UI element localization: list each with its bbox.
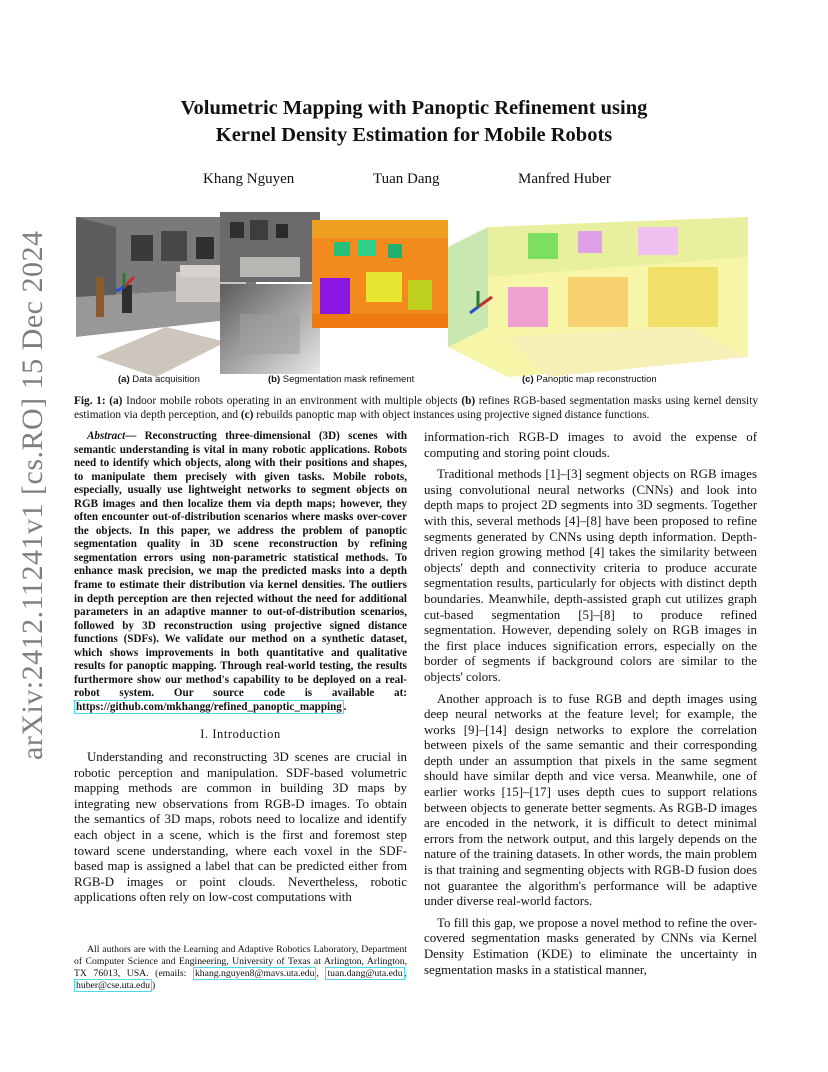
right-column — [424, 430, 757, 978]
figure-caption — [74, 394, 758, 422]
caption-ref-b: (b) — [461, 395, 476, 407]
figure-panel-panoptic-map — [448, 217, 760, 377]
figure-panel-rgb-input — [220, 212, 320, 282]
footnote-end: ) — [152, 979, 156, 991]
title-line-1: Volumetric Mapping with Panoptic Refinement using — [180, 97, 648, 119]
caption-text-3: rebuilds panoptic map with object instances using projective signed distance functions. — [253, 409, 650, 421]
author-list — [0, 171, 828, 191]
author-1: Khang Nguyen — [203, 171, 295, 187]
footnote-text: All authors are with the Learning and Adaptive Robotics Laboratory, Department of Computer Science and Engineering, University of Texas at Arlington, Arlington, TX 76013, USA. (emails: — [74, 944, 407, 979]
figure-panel-depth-map — [220, 284, 320, 374]
subcaption-c-text: Panoptic map reconstruction — [536, 374, 657, 385]
abstract — [74, 430, 407, 714]
arxiv-stamp: arXiv:2412.11241v1 [cs.RO] 15 Dec 2024 — [16, 230, 49, 760]
source-code-link[interactable]: https://github.com/mkhangg/refined_panoptic_mapping — [76, 700, 342, 713]
footnote-separator-2: , — [404, 967, 408, 979]
author-footnote — [74, 944, 407, 992]
paper-title — [110, 95, 718, 149]
subcaption-b-text: Segmentation mask refinement — [282, 374, 415, 385]
subcaption-a-text: Data acquisition — [132, 374, 200, 385]
figure-caption-label: Fig. 1: — [74, 395, 106, 407]
subcaption-b — [268, 374, 414, 385]
subcaption-a-label: (a) — [118, 374, 130, 385]
caption-text-2: refines RGB-based segmentation masks using kernel density estimation via depth perception, and — [74, 395, 758, 421]
left-column — [74, 430, 407, 906]
caption-ref-a: (a) — [109, 395, 123, 407]
section-heading-introduction: I. Introduction — [200, 727, 281, 742]
caption-ref-c: (c) — [240, 409, 254, 421]
right-paragraph-4: To fill this gap, we propose a novel method to refine the over-covered segmentation masks generated by CNNs via Kernel Density Estimation (KDE) to eliminate the uncertainty in segmentation masks in a statistical manner, — [424, 915, 757, 977]
email-link-2[interactable]: tuan.dang@uta.edu — [327, 967, 403, 979]
abstract-end: . — [343, 700, 347, 713]
figure-1 — [70, 212, 760, 388]
intro-paragraph-1: Understanding and reconstructing 3D scenes are crucial in robotic perception and manipulation. SDF-based volumetric mapping methods are common in building 3D maps by integrating new observations from RGB-D images. To obtain the semantics of 3D maps, robots need to localize and identify each object in a scene, which is the first and foremost step toward scene understanding, where each voxel in the SDF-based map is assigned a label that can be predicted either from RGB-D images or point clouds. Nevertheless, robotic applications often rely on low-cost computations with — [74, 750, 407, 905]
abstract-text: Reconstructing three-dimensional (3D) scenes with semantic understanding is vital in many robotic applications. Robots need to identify which objects, along with their positions and shapes, to manipulate them precisely with given tasks. Mobile robots, especially, usually use lightweight networks to segment objects on RGB images and then localize them via depth maps; however, they often encounter out-of-distribution scenarios where masks over-cover the objects. In this paper, we address the problem of panoptic segmentation quality in 3D scene reconstruction by refining segmentation errors using non-parametric statistical methods. To enhance mask precision, we map the predicted masks into a depth frame to estimate their distribution via kernel densities. The outliers in depth perception are then rejected without the need for additional parameters in an adaptive manner to out-of-distribution scenarios, followed by 3D reconstruction using projective signed distance functions (SDFs). We validate our method on a synthetic dataset, which shows improvements in both quantitative and qualitative results for panoptic mapping. Through real-world testing, the results furthermore show our method's capability to be deployed on a real-robot system. Our source code is available at: — [74, 430, 407, 700]
title-line-2: Kernel Density Estimation for Mobile Robots — [215, 124, 613, 146]
right-paragraph-3: Another approach is to fuse RGB and depth images using deep neural networks at the feature level; for example, the works [9]–[14] design networks to explore the correlation between pixels of the same semantic and their corresponding depth under an assumption that pixels in the same segment should have similar depth and vice versa. Meanwhile, one of earlier works [15]–[17] uses depth cues to support relations between objects to generate better segments. As RGB-D images are encoded in the network, it is difficult to detect minimal errors from the network output, and this largely depends on the nature of the training datasets. In other words, the main problem is that training and segmenting objects with RGB-D fusion does not guarantee the algorithm's performance will be adaptive under diverse real-world factors. — [424, 691, 757, 909]
subcaption-a — [118, 374, 200, 385]
email-link-1[interactable]: khang.nguyen8@mavs.uta.edu — [194, 967, 315, 979]
abstract-lead: Abstract — [87, 430, 126, 442]
right-paragraph-2: Traditional methods [1]–[3] segment objects on RGB images using convolutional neural networks (CNNs) and look into depth maps to project 2D segments into 3D segments. Together with this, several methods [4]–[8] have been proposed to refine segments generated by CNNs using depth information. Depth-driven region growing method [4] takes the similarity between objects' depth and connectivity criteria to produce accurate segmentation results, particularly for objects with distinct depth boundaries. Meanwhile, depth-assisted graph cut utilizes graph cut-based segmentation [5]–[8] to produce refined segmentation. However, depending solely on RGB images in the first place induces signification errors, especially on the border of segments if background colors are similar to the objects' colors. — [424, 467, 757, 684]
footnote-separator-1: , — [316, 967, 326, 979]
author-2: Tuan Dang — [373, 171, 440, 187]
right-paragraph-1: information-rich RGB-D images to avoid the expense of computing and storing point clouds. — [424, 430, 757, 460]
abstract-dash: — — [125, 430, 145, 442]
subcaption-c-label: (c) — [522, 374, 534, 385]
subcaption-b-label: (b) — [268, 374, 281, 385]
figure-panel-segmentation-mask — [312, 220, 452, 328]
subcaption-c — [522, 374, 657, 385]
email-link-3[interactable]: huber@cse.uta.edu — [76, 979, 151, 991]
author-3: Manfred Huber — [518, 171, 611, 187]
caption-text-1: Indoor mobile robots operating in an environment with multiple objects — [122, 395, 462, 407]
